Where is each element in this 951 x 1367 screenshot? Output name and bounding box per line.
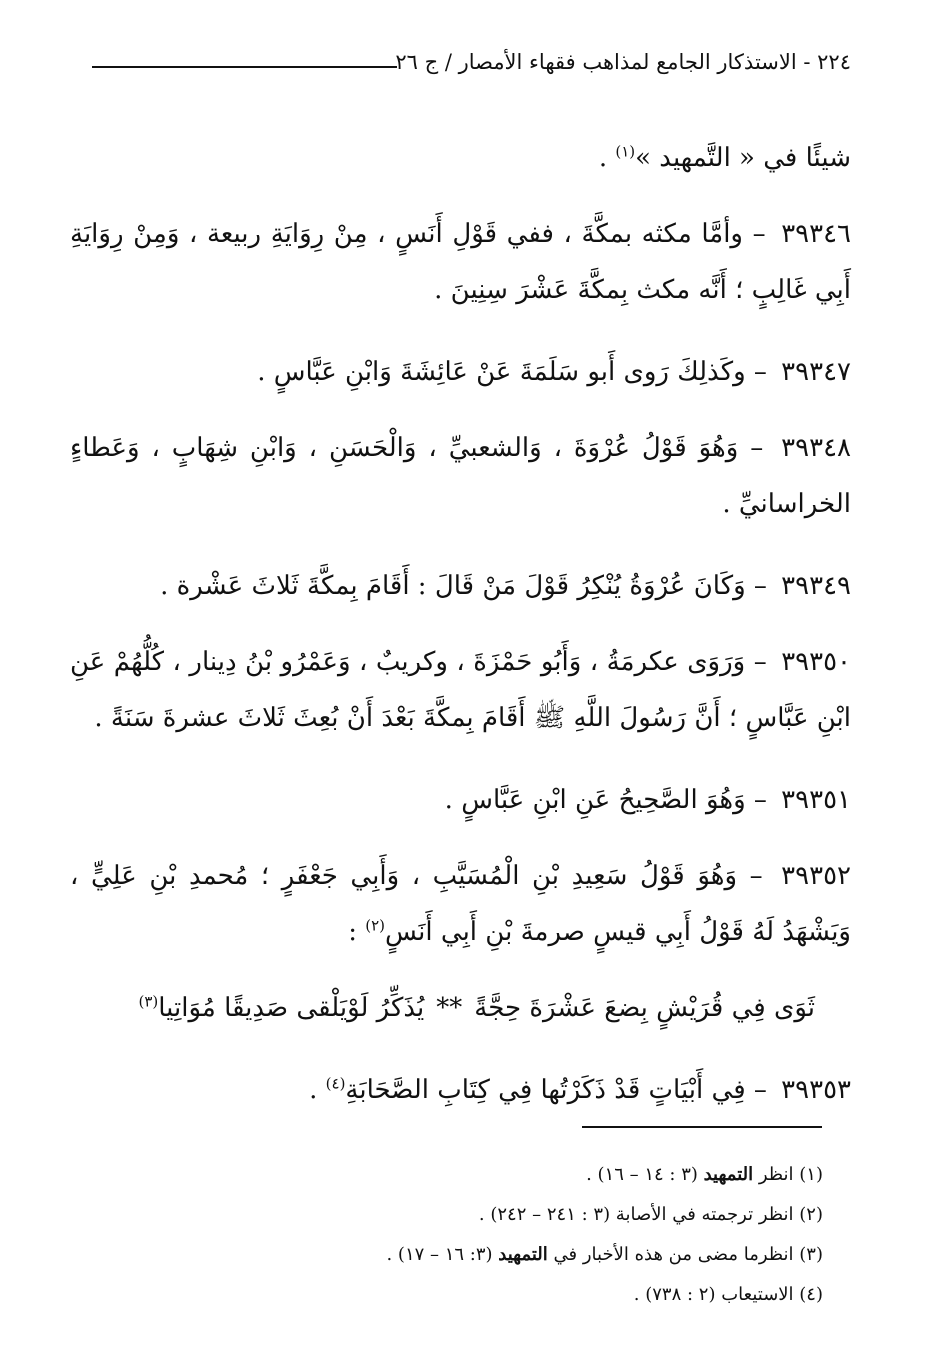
footnote-ref: (١): [615, 142, 636, 161]
paragraph-end: .: [309, 1075, 326, 1105]
poetry-verse: [70, 980, 851, 1036]
paragraph-end: .: [598, 143, 616, 173]
running-header: ٢٢٤ - الاستذكار الجامع لمذاهب فقهاء الأمصار / ج ٢٦: [395, 50, 851, 74]
paragraph-text: – وَكَانَ عُرْوَةُ يُنْكِرُ قَوْلَ مَنْ قَالَ : أَقَامَ بِمكَّةَ ثَلاثَ عَشْرة .: [160, 571, 767, 601]
paragraph-text: – وَرَوَى عكرمَةُ ، وَأَبُو حَمْزَةَ ، وكريبٌ ، وَعَمْرُو بْنُ دِينار ، كُلُّهُمْ عَنِ ابْنِ عَبَّاسٍ ؛ أَنَّ رَسُولَ اللَّهِ ﷺ أَقَامَ بِمكَّةَ بَعْدَ أَنْ بُعِثَ ثَلاثَ عشرةَ سَنَةً .: [70, 647, 851, 733]
body-text: [70, 130, 851, 1144]
paragraph-39350: [70, 634, 851, 746]
paragraph-number: ٣٩٣٤٨: [781, 433, 851, 463]
paragraph-39351: [70, 772, 851, 828]
paragraph-number: ٣٩٣٤٦: [781, 219, 852, 249]
footnote-text: (٣) انظرما مضى من هذه الأخبار في: [547, 1244, 823, 1265]
paragraph-continuation: [70, 130, 851, 186]
verse-second-hemistich: يُذَكِّرُ لَوْيَلْقى صَدِيقًا مُوَاتِيا: [158, 993, 425, 1023]
header-rule: [92, 66, 397, 68]
paragraph-39352: [70, 848, 851, 960]
paragraph-text: – وَهُوَ الصَّحِيحُ عَنِ ابْنِ عَبَّاسٍ .: [444, 785, 767, 815]
footnote-bold-title: التمهيد: [498, 1244, 548, 1265]
paragraph-number: ٣٩٣٥٠: [781, 647, 852, 677]
footnote-1: [386, 1155, 823, 1195]
footnote-ref: (٤): [325, 1074, 346, 1093]
footnote-text: (٢) انظر ترجمته في الأصابة (٣ : ٢٤١ – ٢٤٢) .: [478, 1204, 823, 1225]
paragraph-end: :: [348, 917, 366, 947]
footnote-text-end: (٣: ١٦ – ١٧) .: [386, 1244, 499, 1265]
footnote-ref: (٢): [365, 916, 386, 935]
verse-first-hemistich: ثَوَى فِي قُرَيْشٍ بِضعَ عَشْرَةَ حِجَّةً: [474, 993, 815, 1023]
footnote-3: [386, 1235, 823, 1275]
footnotes: [386, 1155, 823, 1315]
paragraph-number: ٣٩٣٥٢: [781, 861, 851, 891]
footnote-2: [386, 1195, 823, 1235]
paragraph-text: شيئًا في « التَّمهيد »: [635, 143, 851, 173]
footnote-text: (٤) الاستيعاب (٢ : ٧٣٨) .: [633, 1284, 823, 1305]
paragraph-text: – وأمَّا مكثه بمكَّةَ ، ففي قَوْلِ أَنَسٍ ، مِنْ رِوَايَةِ ربيعة ، وَمِنْ رِوَايَةِ أَبِي غَالِبٍ ؛ أَنَّه مكث بِمكَّةَ عَشْرَ سِنِينَ .: [70, 219, 851, 305]
paragraph-39347: [70, 344, 851, 400]
footnote-bold-title: التمهيد: [703, 1164, 754, 1185]
verse-separator: **: [436, 993, 463, 1023]
footnote-ref: (٣): [138, 992, 159, 1011]
paragraph-text: – فِي أَبْيَاتٍ قَدْ ذَكَرْتُها فِي كِتَابِ الصَّحَابَةِ: [345, 1075, 767, 1105]
paragraph-number: ٣٩٣٥٣: [781, 1075, 851, 1105]
paragraph-39353: [70, 1062, 851, 1118]
paragraph-39349: [70, 558, 851, 614]
paragraph-number: ٣٩٣٥١: [781, 785, 851, 815]
paragraph-number: ٣٩٣٤٩: [781, 571, 851, 601]
paragraph-39346: [70, 206, 851, 318]
footnote-text: (١) انظر: [753, 1164, 823, 1185]
footnote-rule: [582, 1126, 822, 1128]
paragraph-text: – وَهُوَ قَوْلُ عُرْوَةَ ، وَالشعبيِّ ، وَالْحَسَنِ ، وَابْنِ شِهَابٍ ، وَعَطاءٍ الخراسانيِّ .: [70, 433, 851, 519]
paragraph-39348: [70, 420, 851, 532]
paragraph-number: ٣٩٣٤٧: [781, 357, 851, 387]
paragraph-text: – وكَذلِكَ رَوى أَبو سَلَمَةَ عَنْ عَائِشَةَ وَابْنِ عَبَّاسٍ .: [257, 357, 767, 387]
footnote-text-end: (٣ : ١٤ – ١٦) .: [586, 1164, 704, 1185]
paragraph-text: – وَهُوَ قَوْلُ سَعِيدِ بْنِ الْمُسَيَّبِ ، وَأَبِي جَعْفَرٍ ؛ مُحمدِ بْنِ عَلِيٍّ ، وَيَشْهَدُ لَهُ قَوْلُ أَبِي قيسٍ صرمةَ بْنِ أَبِي أَنَسٍ: [70, 861, 851, 947]
footnote-4: [386, 1275, 823, 1315]
